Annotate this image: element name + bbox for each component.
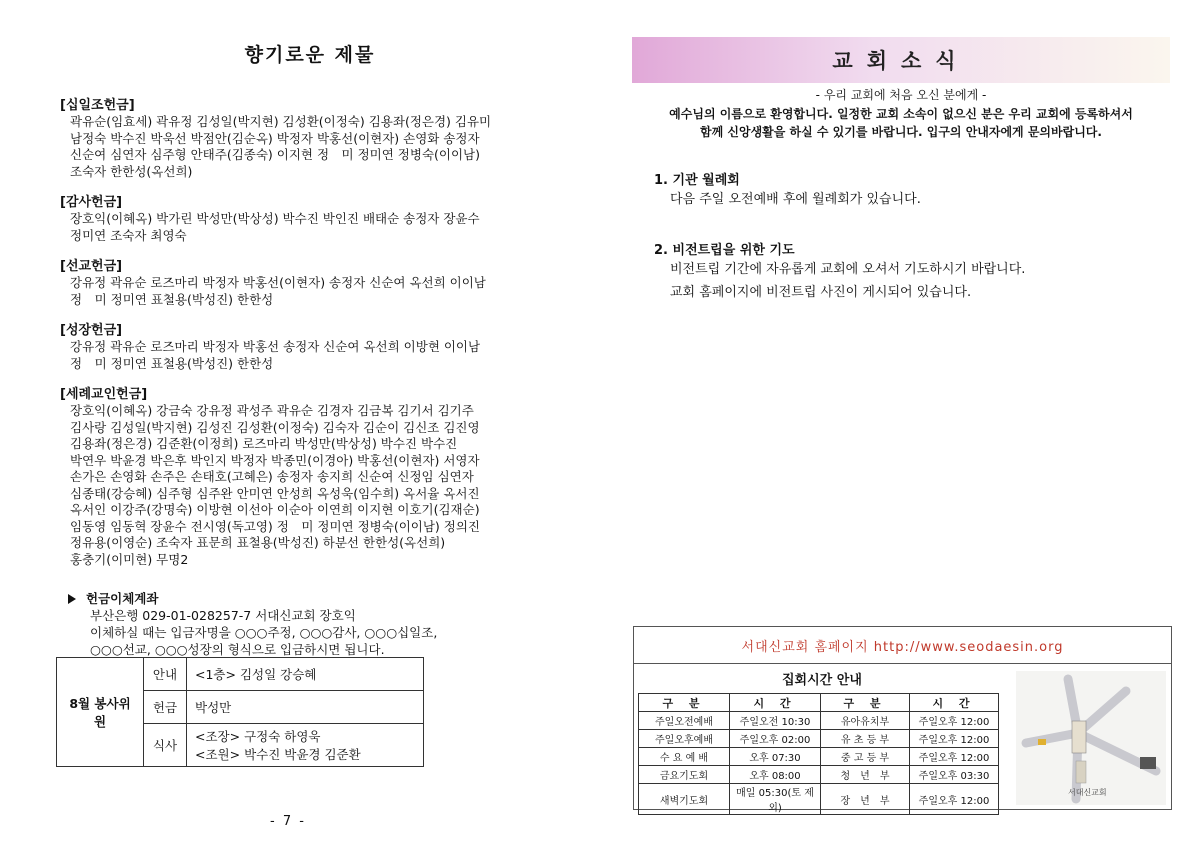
right-page: [632, 37, 1170, 304]
table-header: 구 분: [821, 694, 910, 712]
table-row: [639, 748, 999, 766]
page-number: - 7 -: [270, 814, 306, 829]
transfer-line: 부산은행 029-01-028257-7 서대신교회 장호익: [90, 608, 356, 623]
table-row: [639, 784, 999, 815]
table-row: [639, 712, 999, 730]
homepage-link[interactable]: 서대신교회 홈페이지 http://www.seodaesin.org: [634, 627, 1171, 664]
table-cell: 주일오후 12:00: [910, 748, 999, 766]
table-cell: 청 년 부: [821, 766, 910, 784]
table-cell: 수 요 예 배: [639, 748, 730, 766]
table-cell: 주일오후예배: [639, 730, 730, 748]
welcome-line: 함께 신앙생활을 하실 수 있기를 바랍니다. 입구의 안내자에게 문의바랍니다.: [700, 125, 1102, 139]
offering-line: 신순여 심연자 심주형 안태주(김종숙) 이지현 정 미 정미연 정병숙(이이남): [70, 147, 480, 162]
table-cell: 새벽기도회: [639, 784, 730, 815]
church-info-box: [633, 626, 1172, 814]
offering-names: [60, 211, 560, 244]
building-icon: [1140, 757, 1156, 769]
service-role: 헌금: [144, 691, 187, 724]
church-building-icon: [1076, 761, 1086, 783]
service-volunteers-table: [56, 657, 424, 767]
offering-names: [60, 114, 560, 180]
table-cell: 주일오후 02:00: [730, 730, 821, 748]
map-label: 서대신교회: [1068, 788, 1107, 797]
offering-line: 정미연 조숙자 최영숙: [70, 227, 187, 243]
offering-line: 김사랑 김성일(박지현) 김성진 김성환(이정숙) 김숙자 김순이 김신조 김진영: [70, 419, 480, 435]
service-role: 안내: [144, 658, 187, 691]
table-cell: 주일오후 12:00: [910, 712, 999, 730]
meeting-schedule-table: [638, 693, 999, 815]
offering-line: 곽유순(임효세) 곽유정 김성일(박지현) 김성환(이정숙) 김용좌(정은경) 김유미: [70, 114, 492, 129]
offering-line: 홍충기(이미현) 무명2: [70, 551, 189, 567]
transfer-title: 헌금이체계좌: [86, 591, 159, 606]
table-cell: 주일오후 12:00: [910, 730, 999, 748]
table-header: 시 간: [910, 694, 999, 712]
news-header: 교회소식: [632, 37, 1170, 83]
service-value: <조원> 박수진 박윤경 김준환: [195, 747, 361, 762]
transfer-line: ○○○선교, ○○○성장의 형식으로 입금하시면 됩니다.: [90, 642, 385, 657]
welcome-message: [632, 105, 1170, 141]
church-location-map: [1016, 671, 1166, 805]
offering-line: 장호익(이혜옥) 강금숙 강유정 곽성주 곽유순 김경자 김금복 김기서 김기주: [70, 403, 474, 418]
service-value: <1층> 김성일 강승혜: [187, 658, 424, 691]
transfer-heading: [60, 590, 560, 607]
offering-line: 장호익(이혜옥) 박가린 박성만(박상성) 박수진 박인진 배태순 송정자 장윤수: [70, 211, 480, 226]
offering-line: 남정숙 박수진 박욱선 박점안(김순옥) 박정자 박홍선(이현자) 손영화 송정자: [70, 130, 480, 146]
table-header: 시 간: [730, 694, 821, 712]
service-value-multi: [187, 724, 424, 767]
news-item-title: 1. 기관 월례회: [654, 173, 740, 188]
offering-heading: [선교헌금]: [60, 259, 123, 274]
news-item-title: 2. 비전트립을 위한 기도: [654, 243, 795, 258]
offering-names: [60, 339, 560, 372]
subway-sign-icon: [1038, 739, 1046, 745]
offering-group: [60, 97, 560, 180]
table-cell: 유아유치부: [821, 712, 910, 730]
offering-heading: [감사헌금]: [60, 195, 123, 210]
table-cell: 장 년 부: [821, 784, 910, 815]
table-header-row: [639, 694, 999, 712]
offering-heading: [십일조헌금]: [60, 98, 135, 113]
service-month-label: 8월 봉사위원: [57, 658, 144, 767]
table-cell: 금요기도회: [639, 766, 730, 784]
table-row: [639, 766, 999, 784]
offering-line: 박연우 박윤경 박은후 박인지 박정자 박종민(이경아) 박홍선(이현자) 서영자: [70, 452, 480, 468]
offering-line: 손가은 손영화 손주은 손태호(고혜은) 송정자 송지희 신순여 신정임 심연자: [70, 469, 474, 484]
service-value: <조장> 구정숙 하영욱: [195, 729, 321, 744]
offering-line: 강유정 곽유순 로즈마리 박정자 박홍선 송정자 신순여 옥선희 이방현 이이남: [70, 339, 481, 354]
table-cell: 주일오전 10:30: [730, 712, 821, 730]
offering-line: 정 미 정미연 표철용(박성진) 한한성: [70, 355, 274, 371]
page-title: 향기로운 제물: [244, 44, 376, 66]
table-row: [639, 730, 999, 748]
offering-line: 정유용(이영순) 조숙자 표문희 표철용(박성진) 하분선 한한성(옥선희): [70, 535, 446, 550]
service-role: 식사: [144, 724, 187, 767]
table-cell: 주일오후 12:00: [910, 784, 999, 815]
table-cell: 오후 08:00: [730, 766, 821, 784]
left-page: [60, 30, 560, 658]
news-subtitle: - 우리 교회에 처음 오신 분에게 -: [815, 88, 987, 102]
news-item: [632, 169, 1170, 211]
offering-line: 심종태(강승혜) 심주형 심주완 안미연 안성희 옥성욱(임수희) 옥서율 옥서진: [70, 485, 480, 501]
offering-line: 조숙자 한한성(옥선희): [70, 163, 193, 179]
news-item-line: 다음 주일 오전예배 후에 월례회가 있습니다.: [670, 192, 921, 207]
news-item-line: 비전트립 기간에 자유롭게 교회에 오셔서 기도하시기 바랍니다.: [670, 262, 1026, 277]
offering-line: 옥서인 이강주(강명숙) 이방현 이선아 이순아 이연희 이지현 이호기(김재순): [70, 502, 480, 517]
table-cell: 중 고 등 부: [821, 748, 910, 766]
table-cell: 주일오전예배: [639, 712, 730, 730]
offering-group: [60, 386, 560, 568]
offering-group: [60, 258, 560, 308]
offering-line: 김용좌(정은경) 김준환(이정희) 로즈마리 박성만(박상성) 박수진 박수진: [70, 436, 458, 451]
transfer-section: [60, 590, 560, 658]
offering-names: [60, 275, 560, 308]
offering-line: 임동영 임동혁 장윤수 전시영(독고영) 정 미 정미연 정병숙(이이남) 정의진: [70, 518, 480, 534]
offering-heading: [세례교인헌금]: [60, 387, 148, 402]
service-value: 박성만: [187, 691, 424, 724]
table-cell: 주일오후 03:30: [910, 766, 999, 784]
building-icon: [1072, 721, 1086, 753]
table-row: [57, 658, 424, 691]
offering-group: [60, 194, 560, 244]
offering-line: 정 미 정미연 표철용(박성진) 한한성: [70, 291, 274, 307]
offering-names: [60, 403, 560, 568]
offering-group: [60, 322, 560, 372]
offering-line: 강유정 곽유순 로즈마리 박정자 박홍선(이현자) 송정자 신순여 옥선희 이이남: [70, 275, 486, 290]
news-item: [632, 239, 1170, 304]
transfer-line: 이체하실 때는 입금자명을 ○○○주정, ○○○감사, ○○○십일조,: [90, 625, 438, 640]
table-cell: 오후 07:30: [730, 748, 821, 766]
welcome-line: 예수님의 이름으로 환영합니다. 일정한 교회 소속이 없으신 분은 우리 교회에 등록하셔서: [669, 107, 1133, 121]
table-header: 구 분: [639, 694, 730, 712]
table-cell: 매일 05:30(토 제외): [730, 784, 821, 815]
table-cell: 유 초 등 부: [821, 730, 910, 748]
offering-heading: [성장헌금]: [60, 323, 123, 338]
triangle-bullet-icon: [68, 594, 76, 604]
news-item-line: 교회 홈페이지에 비전트립 사진이 게시되어 있습니다.: [670, 285, 972, 300]
meeting-times-title: 집회시간 안내: [782, 673, 862, 688]
